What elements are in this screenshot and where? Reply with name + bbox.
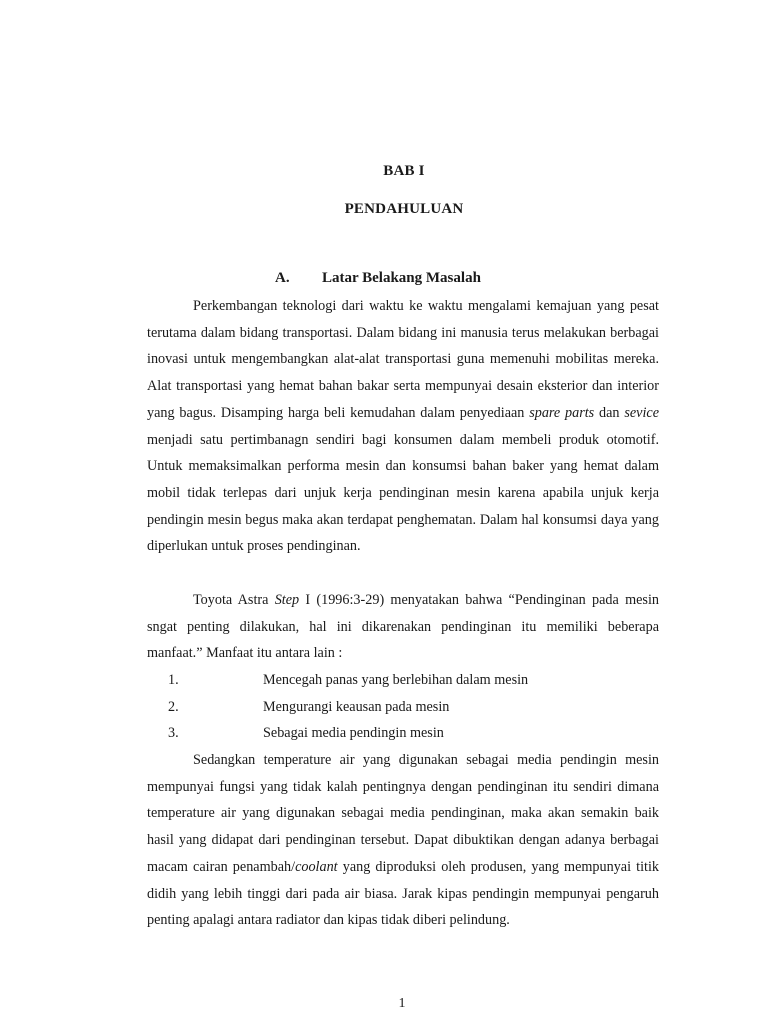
chapter-label: BAB I [383,163,425,179]
section-heading [275,270,481,287]
list-item-text: Mengurangi keausan pada mesin [263,698,450,715]
page-number: 1 [398,996,406,1011]
benefit-list [168,667,528,747]
paragraph-1-italic-a: spare parts [529,404,595,421]
list-item-text: Sebagai media pendingin mesin [263,725,444,742]
paragraph-3-text-b: yang diproduksi oleh produsen, yang mempunyai titik didih yang lebih tinggi dari pada air biasa. Jarak kipas pendingin mempunyai pengaruh penting apalagi antara radiator dan kipas tidak diberi pelindung. [147,858,659,929]
paragraph-3 [147,747,659,934]
list-item [168,667,528,694]
paragraph-3-italic-a: coolant [295,858,338,875]
chapter-title: PENDAHULUAN [344,201,464,217]
list-item [168,694,528,721]
section-number: A. [275,270,290,286]
paragraph-1 [147,293,659,560]
list-item [168,720,528,747]
paragraph-1-text-b: dan [594,404,625,421]
section-title: Latar Belakang Masalah [322,270,481,286]
paragraph-1-text-a: Perkembangan teknologi dari waktu ke waktu mengalami kemajuan yang pesat terutama dalam bidang transportasi. Dalam bidang ini manusia terus melakukan berbagai inovasi untuk mengembangkan alat-alat transportasi guna memenuhi mobilitas mereka. Alat transportasi yang hemat bahan bakar serta mempunyai desain eksterior dan interior yang bagus. Disamping harga beli kemudahan dalam penyediaan [147,298,659,421]
list-item-number: 3. [168,725,179,742]
list-item-text: Mencegah panas yang berlebihan dalam mesin [263,672,529,688]
paragraph-2 [147,587,659,667]
paragraph-2-text-b: I (1996:3-29) menyatakan bahwa “Pendinginan pada mesin sngat penting dilakukan, hal ini dikarenakan pendinginan itu memiliki beberapa manfaat.” Manfaat itu antara lain : [147,592,659,662]
paragraph-3-text-a: Sedangkan temperature air yang digunakan sebagai media pendingin mesin mempunyai fungsi yang tidak kalah pentingnya dengan pendinginan itu sendiri dimana temperature air yang digunakan sebagai media pendinginan, maka akan semakin baik hasil yang didapat dari pendinginan tersebut. Dapat dibuktikan dengan adanya berbagai macam cairan penambah/ [147,752,659,875]
paragraph-2-text-a: Toyota Astra [193,592,275,608]
paragraph-1-italic-b: sevice [624,404,659,421]
list-item-number: 2. [168,698,179,715]
list-item-number: 1. [168,672,179,688]
paragraph-2-italic-a: Step [274,592,300,608]
paragraph-1-text-c: menjadi satu pertimbanagn sendiri bagi konsumen dalam membeli produk otomotif. Untuk memaksimalkan performa mesin dan konsumsi bahan baker yang hemat dalam mobil tidak terlepas dari unjuk kerja pendinginan mesin karena apabila unjuk kerja pendingin mesin begus maka akan terdapat penghematan. Dalam hal konsumsi daya yang diperlukan untuk proses pendinginan. [147,431,659,555]
